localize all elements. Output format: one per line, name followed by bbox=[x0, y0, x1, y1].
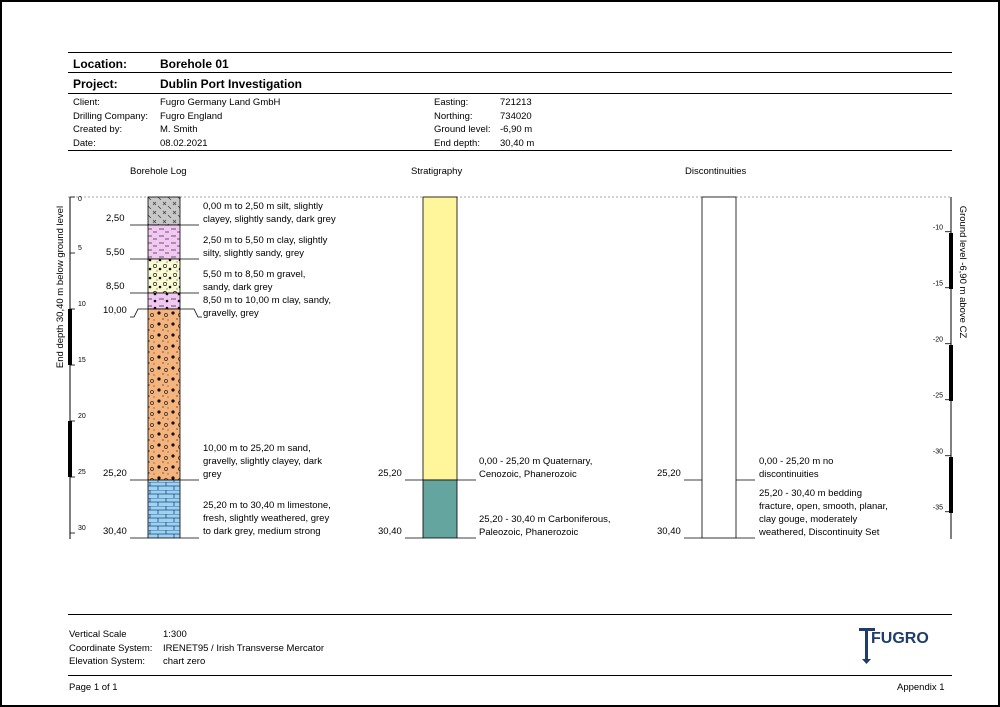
stratigraphy-title: Stratigraphy bbox=[411, 166, 463, 177]
layer-description: 0,00 m to 2,50 m silt, slightly clayey, slightly sandy, dark grey bbox=[203, 201, 336, 225]
northing-label: Northing: bbox=[434, 111, 473, 122]
right-axis-ticks bbox=[933, 225, 951, 512]
strat-carboniferous bbox=[423, 480, 457, 538]
coordinate-system-label: Coordinate System: bbox=[69, 643, 153, 654]
layer-description: 5,50 m to 8,50 m gravel, sandy, dark grey bbox=[203, 269, 306, 293]
left-axis-tick-label: 25 bbox=[78, 469, 86, 476]
location-label: Location: bbox=[73, 57, 127, 71]
easting-label: Easting: bbox=[434, 97, 469, 108]
ground-level-value: -6,90 m bbox=[500, 124, 533, 135]
end-depth-label: End depth: bbox=[434, 138, 480, 149]
layer-gravel bbox=[148, 259, 180, 293]
left-axis-tick-label: 10 bbox=[78, 301, 86, 308]
layer-limestone bbox=[148, 480, 180, 538]
created-value: M. Smith bbox=[160, 124, 198, 135]
strat-depth-label: 30,40 bbox=[378, 526, 402, 537]
client-value: Fugro Germany Land GmbH bbox=[160, 97, 281, 108]
layer-clay bbox=[148, 225, 180, 259]
left-axis-tick-label: 0 bbox=[78, 196, 82, 203]
strat-quaternary bbox=[423, 197, 457, 480]
log-depth-label: 30,40 bbox=[103, 526, 127, 537]
location-value: Borehole 01 bbox=[160, 57, 229, 71]
discontinuities-title: Discontinuities bbox=[685, 166, 747, 177]
disc-column bbox=[702, 197, 736, 538]
fugro-logo bbox=[859, 625, 943, 665]
date-label: Date: bbox=[73, 138, 96, 149]
footer-top-rule bbox=[68, 614, 952, 615]
left-axis-ticks bbox=[70, 196, 86, 533]
strat-description: 0,00 - 25,20 m Quaternary, Cenozoic, Phanerozoic bbox=[479, 456, 593, 480]
left-axis-tick-label: 30 bbox=[78, 525, 86, 532]
strat-description: 25,20 - 30,40 m Carboniferous, Paleozoic, Phanerozoic bbox=[479, 514, 611, 538]
strat-depth-label: 25,20 bbox=[378, 468, 402, 479]
page-number: Page 1 of 1 bbox=[69, 682, 118, 693]
disc-depth-label: 25,20 bbox=[657, 468, 681, 479]
layer-description: 25,20 m to 30,40 m limestone, fresh, slightly weathered, grey to dark grey, medium strong bbox=[203, 500, 331, 537]
project-label: Project: bbox=[73, 77, 118, 91]
log-depth-label: 8,50 bbox=[106, 281, 125, 292]
created-label: Created by: bbox=[73, 124, 123, 135]
northing-value: 734020 bbox=[500, 111, 532, 122]
log-depth-label: 2,50 bbox=[106, 213, 125, 224]
layer-sand bbox=[148, 309, 180, 480]
coordinate-system-value: IRENET95 / Irish Transverse Mercator bbox=[163, 643, 325, 654]
right-axis-title: Ground level -6,90 m above CZ bbox=[957, 205, 968, 339]
client-label: Client: bbox=[73, 97, 100, 108]
left-axis-title: End depth 30,40 m below ground level bbox=[55, 205, 66, 369]
layer-description: 8,50 m to 10,00 m clay, sandy, gravelly, grey bbox=[203, 295, 331, 319]
log-depth-label: 5,50 bbox=[106, 247, 125, 258]
project-value: Dublin Port Investigation bbox=[160, 77, 303, 91]
disc-description: 25,20 - 30,40 m bedding fracture, open, smooth, planar, clay gouge, moderately weathered, Discontinuity Set bbox=[759, 488, 888, 538]
layer-clay-gravelly bbox=[148, 293, 180, 309]
layer-description: 10,00 m to 25,20 m sand, gravelly, slightly clayey, dark grey bbox=[203, 443, 322, 480]
end-depth-value: 30,40 m bbox=[500, 138, 535, 149]
left-axis-tick-label: 5 bbox=[78, 245, 82, 252]
right-axis-tick-label: -10 bbox=[932, 224, 943, 232]
vertical-scale-label: Vertical Scale bbox=[69, 629, 127, 640]
borehole-log-title: Borehole Log bbox=[130, 166, 187, 177]
ground-level-label: Ground level: bbox=[434, 124, 491, 135]
vertical-scale-value: 1:300 bbox=[163, 629, 187, 640]
layer-silt bbox=[148, 197, 180, 225]
right-axis-tick-label: -25 bbox=[932, 392, 943, 400]
elevation-system-value: chart zero bbox=[163, 656, 206, 667]
right-axis-tick-label: -15 bbox=[932, 280, 943, 288]
right-axis-tick-label: -20 bbox=[932, 336, 943, 344]
right-axis-tick-label: -30 bbox=[932, 448, 943, 456]
easting-value: 721213 bbox=[500, 97, 532, 108]
left-axis-tick-label: 15 bbox=[78, 357, 86, 364]
disc-depth-label: 30,40 bbox=[657, 526, 681, 537]
disc-description: 0,00 - 25,20 m no discontinuities bbox=[759, 456, 834, 480]
appendix-label: Appendix 1 bbox=[897, 682, 945, 693]
layer-description: 2,50 m to 5,50 m clay, slightly silty, slightly sandy, grey bbox=[203, 235, 328, 259]
svg-text:FUGRO: FUGRO bbox=[871, 630, 929, 647]
left-axis-tick-label: 20 bbox=[78, 413, 86, 420]
right-axis-tick-label: -35 bbox=[932, 504, 943, 512]
footer-bottom-rule bbox=[68, 675, 952, 676]
log-depth-label: 10,00 bbox=[103, 305, 127, 316]
elevation-system-label: Elevation System: bbox=[69, 656, 146, 667]
drilling-value: Fugro England bbox=[160, 111, 223, 122]
date-value: 08.02.2021 bbox=[160, 138, 208, 149]
log-depth-label: 25,20 bbox=[103, 468, 127, 479]
drilling-label: Drilling Company: bbox=[73, 111, 148, 122]
